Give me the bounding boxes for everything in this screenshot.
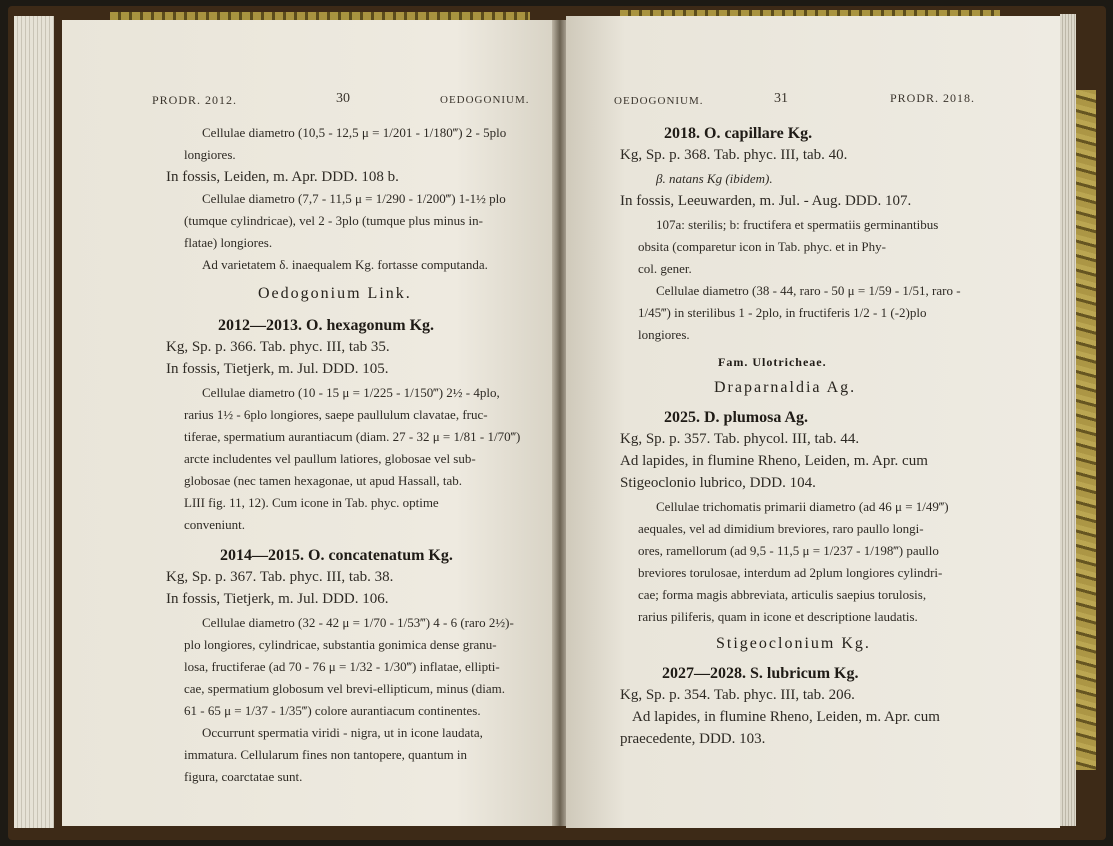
text-line: cae; forma magis abbreviata, articulis saepius torulosis, [638, 587, 927, 602]
text-line: ores, ramellorum (ad 9,5 - 11,5 μ = 1/237 - 1/198‴) paullo [638, 543, 939, 558]
text-line: In fossis, Tietjerk, m. Jul. DDD. 106. [166, 591, 389, 607]
text-line: conveniunt. [184, 517, 246, 532]
text-line: Ad varietatem δ. inaequalem Kg. fortasse computanda. [202, 257, 488, 272]
text-line: cae, spermatium globosum vel brevi-ellipticum, minus (diam. [184, 681, 505, 696]
species-entry-heading: 2018. O. capillare Kg. [664, 125, 813, 142]
text-line: In fossis, Leiden, m. Apr. DDD. 108 b. [166, 169, 399, 185]
running-head-right: OEDOGONIUM. [440, 94, 530, 106]
text-line: plo longiores, cylindricae, substantia gonimica dense granu- [184, 637, 497, 652]
text-line: losa, fructiferae (ad 70 - 76 μ = 1/32 - 1/30‴) inflatae, ellipti- [184, 659, 500, 674]
text-line: Kg, Sp. p. 354. Tab. phyc. III, tab. 206. [620, 687, 855, 703]
text-line: globosae (nec tamen hexagonae, ut apud Hassall, tab. [184, 473, 462, 488]
running-head-left: PRODR. 2012. [152, 93, 238, 107]
text-line: (tumque cylindricae), vel 2 - 3plo (tumque plus minus in- [184, 213, 483, 228]
text-line: Ad lapides, in flumine Rheno, Leiden, m. Apr. cum [620, 453, 928, 469]
running-head-right: PRODR. 2018. [890, 91, 976, 105]
text-line: rarius piliferis, quam in icone et descriptione laudatis. [638, 609, 918, 624]
text-line: Cellulae trichomatis primarii diametro (ad 46 μ = 1/49‴) [656, 499, 949, 514]
text-line: Ad lapides, in flumine Rheno, Leiden, m. Apr. cum [632, 709, 940, 725]
text-line: Occurrunt spermatia viridi - nigra, ut in icone laudata, [202, 725, 483, 740]
text-line: arcte includentes vel paullum latiores, globosae vel sub- [184, 451, 476, 466]
text-line: immatura. Cellularum fines non tantopere, quantum in [184, 747, 468, 762]
right-page [566, 16, 1060, 828]
text-line: Kg, Sp. p. 366. Tab. phyc. III, tab 35. [166, 339, 390, 355]
text-line: obsita (comparetur icon in Tab. phyc. et in Phy- [638, 239, 886, 254]
text-line: Kg, Sp. p. 367. Tab. phyc. III, tab. 38. [166, 569, 394, 585]
family-heading: Fam. Ulotricheae. [718, 355, 827, 369]
text-line: rarius 1½ - 6plo longiores, saepe paullulum clavatae, fruc- [184, 407, 488, 422]
page-stack-right [1060, 14, 1076, 826]
text-line: Cellulae diametro (7,7 - 11,5 μ = 1/290 - 1/200‴) 1-1½ plo [202, 191, 506, 206]
gilt-edge-right [1074, 90, 1096, 770]
text-line: praecedente, DDD. 103. [620, 731, 766, 747]
page-stack-left [14, 16, 54, 828]
genus-heading: Oedogonium Link. [258, 285, 412, 302]
page-number: 30 [336, 91, 350, 106]
text-line: longiores. [184, 147, 236, 162]
text-line: In fossis, Tietjerk, m. Jul. DDD. 105. [166, 361, 389, 377]
text-line: 107a: sterilis; b: fructifera et spermatiis germinantibus [656, 217, 939, 232]
text-line: Cellulae diametro (10,5 - 12,5 μ = 1/201 - 1/180‴) 2 - 5plo [202, 125, 507, 140]
species-entry-heading: 2012—2013. O. hexagonum Kg. [218, 317, 435, 334]
genus-heading: Draparnaldia Ag. [714, 379, 857, 396]
text-line: longiores. [638, 327, 690, 342]
text-line: figura, coarctatae sunt. [184, 769, 303, 784]
text-line: flatae) longiores. [184, 235, 273, 250]
text-line: Cellulae diametro (10 - 15 μ = 1/225 - 1/150‴) 2½ - 4plo, [202, 385, 500, 400]
species-entry-heading: 2025. D. plumosa Ag. [664, 409, 809, 426]
text-line: LIII fig. 11, 12). Cum icone in Tab. phyc. optime [184, 495, 439, 510]
text-line: β. natans Kg (ibidem). [656, 171, 773, 186]
text-line: breviores torulosae, interdum ad 2plum longiores cylindri- [638, 565, 943, 580]
text-line: Stigeoclonio lubrico, DDD. 104. [620, 475, 816, 491]
text-line: tiferae, spermatium aurantiacum (diam. 27 - 32 μ = 1/81 - 1/70‴) [184, 429, 521, 444]
left-page [62, 20, 554, 826]
text-line: Kg, Sp. p. 357. Tab. phycol. III, tab. 44. [620, 431, 860, 447]
text-line: Cellulae diametro (38 - 44, raro - 50 μ = 1/59 - 1/51, raro - [656, 283, 961, 298]
text-line: Kg, Sp. p. 368. Tab. phyc. III, tab. 40. [620, 147, 848, 163]
text-line: 1/45‴) in sterilibus 1 - 2plo, in fructiferis 1/2 - 1 (-2)plo [638, 305, 927, 320]
text-line: aequales, vel ad dimidium breviores, raro paullo longi- [638, 521, 924, 536]
text-line: col. gener. [638, 261, 692, 276]
page-number: 31 [774, 91, 788, 106]
genus-heading: Stigeoclonium Kg. [716, 635, 871, 652]
text-line: In fossis, Leeuwarden, m. Jul. - Aug. DDD. 107. [620, 193, 912, 209]
text-line: Cellulae diametro (32 - 42 μ = 1/70 - 1/53‴) 4 - 6 (raro 2½)- [202, 615, 514, 630]
species-entry-heading: 2027—2028. S. lubricum Kg. [662, 665, 859, 682]
species-entry-heading: 2014—2015. O. concatenatum Kg. [220, 547, 453, 564]
running-head-left: OEDOGONIUM. [614, 95, 704, 107]
text-line: 61 - 65 μ = 1/37 - 1/35‴) colore aurantiacum continentes. [184, 703, 481, 718]
